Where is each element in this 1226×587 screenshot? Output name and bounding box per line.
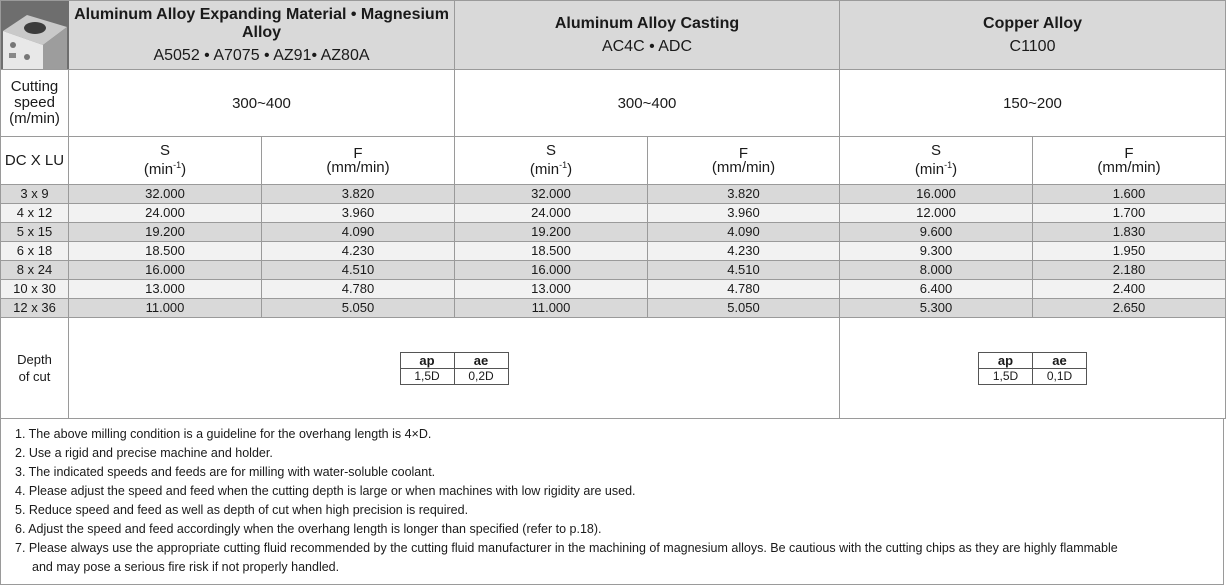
machined-block-icon <box>1 1 69 69</box>
value-cell: 9.300 <box>840 242 1033 261</box>
note-line-continuation: and may pose a serious fire risk if not properly handled. <box>32 560 340 574</box>
ae-value: 0,1D <box>1033 368 1087 384</box>
value-cell: 1.950 <box>1033 242 1226 261</box>
value-cell: 13.000 <box>69 280 262 299</box>
value-cell: 19.200 <box>69 223 262 242</box>
value-cell: 18.500 <box>455 242 648 261</box>
note-line: 2. Use a rigid and precise machine and holder. <box>15 446 273 460</box>
table-row <box>1 185 1226 204</box>
ap-header: ap <box>400 352 454 368</box>
size-cell: 4 x 12 <box>1 204 69 223</box>
ae-header: ae <box>1033 352 1087 368</box>
s-column-header <box>455 137 648 185</box>
f-label: F <box>738 144 749 162</box>
size-cell: 12 x 36 <box>1 299 69 318</box>
value-cell: 4.510 <box>648 261 840 280</box>
s-unit-exp: -1 <box>944 160 953 170</box>
s-column-header <box>69 137 262 185</box>
cutting-speed-value: 300~400 <box>455 70 840 137</box>
cutting-speed-value: 300~400 <box>69 70 455 137</box>
cutting-speed-value: 150~200 <box>840 70 1226 137</box>
value-cell: 1.700 <box>1033 204 1226 223</box>
s-label: S <box>930 142 941 159</box>
table-row <box>1 261 1226 280</box>
value-cell: 24.000 <box>455 204 648 223</box>
value-cell: 1.600 <box>1033 185 1226 204</box>
label-line: Cutting <box>10 78 59 95</box>
value-cell: 3.960 <box>648 204 840 223</box>
workpiece-image <box>1 1 69 70</box>
value-cell: 4.510 <box>262 261 455 280</box>
label-line: (m/min) <box>9 110 60 127</box>
value-cell: 16.000 <box>69 261 262 280</box>
label-line: speed <box>14 94 55 111</box>
material-grades: AC4C • ADC <box>601 37 693 55</box>
note-line: 7. Please always use the appropriate cutting fluid recommended by the cutting fluid manufacturer in the machining of magnesium alloys. Be cautious with the cutting chips as they are highly flammable <box>15 541 1118 555</box>
value-cell: 4.090 <box>262 223 455 242</box>
value-cell: 11.000 <box>69 299 262 318</box>
material-name: Aluminum Alloy Casting <box>554 14 740 32</box>
size-cell: 8 x 24 <box>1 261 69 280</box>
depth-of-cut-copper <box>840 318 1226 419</box>
f-unit: (mm/min) <box>1097 158 1161 176</box>
depth-of-cut-row <box>1 318 1226 419</box>
f-unit: (mm/min) <box>711 158 776 176</box>
size-cell: 10 x 30 <box>1 280 69 299</box>
size-cell: 5 x 15 <box>1 223 69 242</box>
s-unit-exp: -1 <box>173 160 182 170</box>
value-cell: 4.090 <box>648 223 840 242</box>
note-line: 6. Adjust the speed and feed accordingly when the overhang length is longer than specified (refer to p.18). <box>15 522 602 536</box>
table-row <box>1 242 1226 261</box>
f-column-header <box>1033 137 1226 185</box>
cutting-speed-label <box>1 70 69 137</box>
ap-value: 1,5D <box>400 368 454 384</box>
table-row <box>1 280 1226 299</box>
ae-header: ae <box>454 352 508 368</box>
label-line: Depth <box>17 352 52 367</box>
f-label: F <box>1124 144 1134 162</box>
value-cell: 3.820 <box>262 185 455 204</box>
depth-of-cut-label <box>1 318 69 419</box>
s-unit-close: ) <box>567 161 573 178</box>
ap-header: ap <box>979 352 1033 368</box>
cutting-speed-row <box>1 70 1226 137</box>
s-unit: (min <box>529 161 560 178</box>
material-name: Aluminum Alloy Expanding Material • Magnesium Alloy <box>74 5 449 41</box>
f-unit: (mm/min) <box>326 158 390 176</box>
depth-of-cut-aluminum <box>69 318 840 419</box>
value-cell: 3.960 <box>262 204 455 223</box>
note-line: 1. The above milling condition is a guideline for the overhang length is 4×D. <box>15 427 432 441</box>
value-cell: 2.650 <box>1033 299 1226 318</box>
conditions-data-body <box>1 185 1226 318</box>
depth-of-cut-table <box>978 352 1087 385</box>
value-cell: 4.780 <box>648 280 840 299</box>
s-unit-close: ) <box>952 161 958 178</box>
value-cell: 3.820 <box>648 185 840 204</box>
f-column-header <box>262 137 455 185</box>
material-header-copper <box>840 1 1226 70</box>
value-cell: 2.400 <box>1033 280 1226 299</box>
s-unit: (min <box>914 161 945 178</box>
value-cell: 13.000 <box>455 280 648 299</box>
s-label: S <box>545 142 556 159</box>
value-cell: 18.500 <box>69 242 262 261</box>
material-header-aluminum-magnesium <box>69 1 455 70</box>
value-cell: 16.000 <box>455 261 648 280</box>
value-cell: 4.780 <box>262 280 455 299</box>
units-row <box>1 137 1226 185</box>
f-label: F <box>353 144 363 162</box>
value-cell: 4.230 <box>648 242 840 261</box>
value-cell: 8.000 <box>840 261 1033 280</box>
value-cell: 32.000 <box>69 185 262 204</box>
note-line: 4. Please adjust the speed and feed when the cutting depth is large or when machines with low rigidity are used. <box>15 484 636 498</box>
material-grades: A5052 • A7075 • AZ91• AZ80A <box>153 46 370 64</box>
table-row <box>1 204 1226 223</box>
value-cell: 5.050 <box>262 299 455 318</box>
f-column-header <box>648 137 840 185</box>
note-line: 3. The indicated speeds and feeds are for milling with water-soluble coolant. <box>15 465 436 479</box>
table-row <box>1 299 1226 318</box>
s-label: S <box>159 142 170 159</box>
size-cell: 3 x 9 <box>1 185 69 204</box>
notes-section <box>0 419 1224 585</box>
size-column-header: DC X LU <box>1 137 69 185</box>
s-unit-exp: -1 <box>559 160 568 170</box>
s-column-header <box>840 137 1033 185</box>
depth-of-cut-table <box>400 352 509 385</box>
value-cell: 5.050 <box>648 299 840 318</box>
ae-value: 0,2D <box>454 368 508 384</box>
value-cell: 11.000 <box>455 299 648 318</box>
value-cell: 12.000 <box>840 204 1033 223</box>
s-unit: (min <box>143 161 174 178</box>
table-row <box>1 223 1226 242</box>
value-cell: 9.600 <box>840 223 1033 242</box>
material-grades: C1100 <box>1009 37 1056 55</box>
value-cell: 4.230 <box>262 242 455 261</box>
value-cell: 24.000 <box>69 204 262 223</box>
s-unit-close: ) <box>181 161 187 178</box>
value-cell: 16.000 <box>840 185 1033 204</box>
value-cell: 5.300 <box>840 299 1033 318</box>
value-cell: 6.400 <box>840 280 1033 299</box>
label-line: of cut <box>18 369 51 384</box>
note-line: 5. Reduce speed and feed as well as depth of cut when high precision is required. <box>15 503 469 517</box>
value-cell: 2.180 <box>1033 261 1226 280</box>
value-cell: 1.830 <box>1033 223 1226 242</box>
material-name: Copper Alloy <box>983 14 1082 32</box>
value-cell: 32.000 <box>455 185 648 204</box>
material-header-aluminum-casting <box>455 1 840 70</box>
material-header-row <box>1 1 1226 70</box>
ap-value: 1,5D <box>979 368 1033 384</box>
size-cell: 6 x 18 <box>1 242 69 261</box>
value-cell: 19.200 <box>455 223 648 242</box>
